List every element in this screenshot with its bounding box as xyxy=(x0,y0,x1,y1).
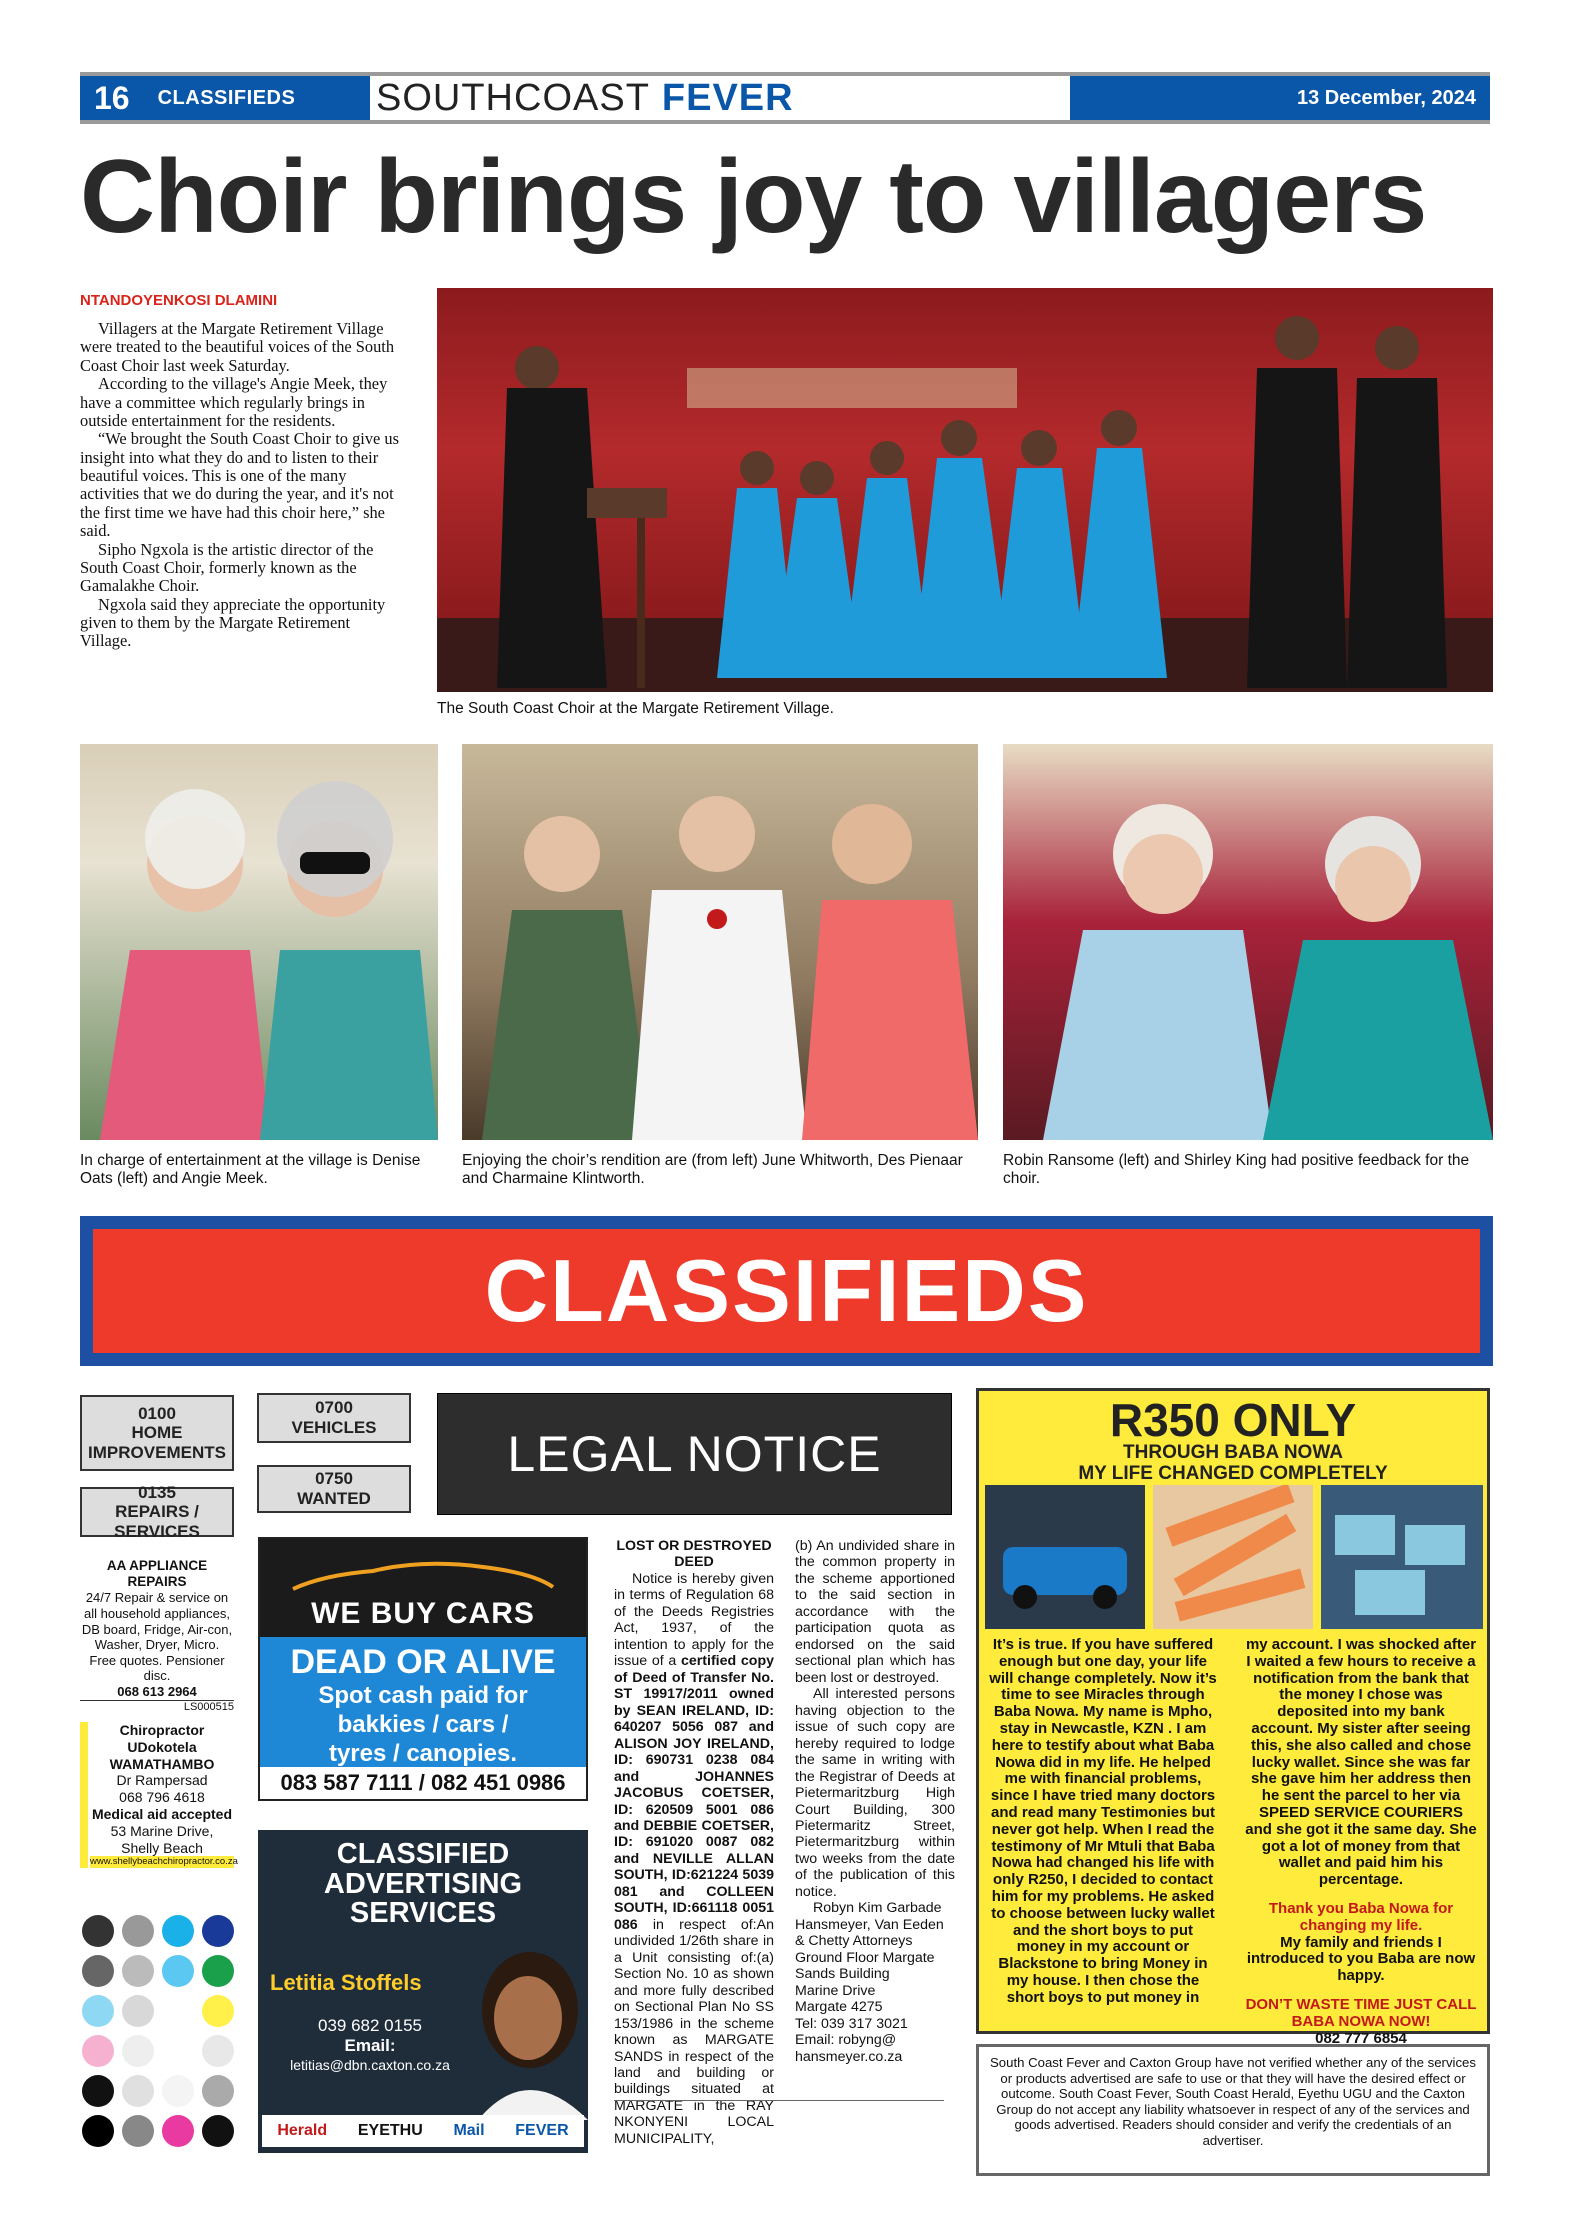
swatch xyxy=(82,1955,114,1987)
car-silhouette-icon xyxy=(283,1557,563,1597)
ad-r350-baba-nowa xyxy=(976,1388,1490,2047)
category-repairs-services xyxy=(80,1482,234,1541)
swatch xyxy=(202,2035,234,2067)
swatch xyxy=(122,1915,154,1947)
r350-right-column xyxy=(1245,1637,1477,2047)
ad-aa-title: AA APPLIANCE REPAIRS xyxy=(106,1558,208,1590)
article-paragraph: Ngxola said they appreciate the opportunity given to them by the Margate Retirement Village. xyxy=(80,594,386,651)
r350-left-text: It’s is true. If you have suffered enough but one day, your life will change completely. Now it’s time to see Miracles through Baba Nowa. My name is Mpho, stay in Newcastle, KZN . I am here to testify about what Baba Nowa did in my life. He helped me with financial problems, since I have tried many doctors and read many Testimonies but never got help. When I read the testimony of Mr Mtuli that Baba Nowa had changed his life with only R250, I decided to contact him for my problems. He asked to choose between lucky wallet and the short boys to put money in my account or Blackstone to bring Money in my house. I then chose the short boys to put money in xyxy=(989,1636,1217,2006)
brand-fever: FEVER xyxy=(515,2122,569,2139)
swatch xyxy=(162,1955,194,1987)
category-label: REPAIRS / SERVICES xyxy=(114,1502,200,1541)
choir-photo xyxy=(437,288,1493,692)
r350-title: R350 ONLY xyxy=(1109,1394,1357,1446)
caption-main: The South Coast Choir at the Margate Retirement Village. xyxy=(437,700,834,717)
ad-aa-phone: 068 613 2964 xyxy=(80,1684,234,1701)
legal-title: LOST OR DESTROYED DEED xyxy=(616,1538,772,1571)
r350-sub: THROUGH BABA NOWA xyxy=(1123,1442,1343,1463)
legal-sign: Ground Floor Margate Sands Building xyxy=(795,1949,935,1983)
legal-notice-col-2 xyxy=(795,1538,955,2065)
buycars-line: Spot cash paid for xyxy=(318,1682,528,1709)
legal-sign: Hansmeyer, Van Eeden & Chetty Attorneys xyxy=(795,1916,944,1950)
ad-classified-advertising-services xyxy=(258,1830,588,2153)
classifieds-banner xyxy=(80,1216,1493,1366)
chiro-phone: 068 796 4618 xyxy=(119,1789,205,1806)
brand-eyethu: EYETHU xyxy=(357,2122,423,2139)
swatch xyxy=(202,1955,234,1987)
advertiser-disclaimer: South Coast Fever and Caxton Group have not verified whether any of the services or products advertised are safe to use or that they will have the desired effect or outcome. South Coast Fever, South Coast Herald, Eyethu UGU and the Caxton Group do not accept any liability whatsoever in respect of any of the services and goods advertised. Readers should consider and verify the credentials of an advertiser. xyxy=(976,2044,1490,2176)
buycars-phone: 083 587 7111 / 082 451 0986 xyxy=(260,1767,586,1799)
swatch xyxy=(202,1995,234,2027)
issue-date: 13 December, 2024 xyxy=(1070,76,1490,120)
legal-sign: Marine Drive xyxy=(795,1982,876,1999)
ad-we-buy-cars xyxy=(258,1537,588,1801)
swatch xyxy=(82,2075,114,2107)
legal-divider xyxy=(614,2100,944,2101)
swatch xyxy=(202,2115,234,2147)
swatch xyxy=(122,1955,154,1987)
buycars-line: bakkies / cars / xyxy=(337,1710,509,1738)
r350-phone: 082 777 6854 xyxy=(1315,2029,1407,2047)
classifieds-title: CLASSIFIEDS xyxy=(93,1229,1480,1353)
legal-sign: hansmeyer.co.za xyxy=(795,2048,903,2065)
ad-aa-body: 24/7 Repair & service on all household appliances, DB board, Fridge, Air-con, Washer, Dryer, Micro. Free quotes. Pensioner disc. xyxy=(81,1590,233,1684)
brand-herald: Herald xyxy=(277,2122,328,2139)
chiro-line: WAMATHAMBO xyxy=(109,1755,215,1772)
category-label: VEHICLES xyxy=(291,1418,377,1437)
legal-p2: in respect of:An undivided 1/26th share in a Unit consisting of:(a) Section No. 10 as shown and more fully described on Sectional Plan No SS 153/1986 in the scheme known as MARGATE SANDS in respect of the land and building or buildings situated at MARGATE in the RAY NKONYENI LOCAL MUNICIPALITY, xyxy=(614,1916,774,2147)
article-paragraph: According to the village's Angie Meek, they have a committee which regularly brings in outside entertainment for the residents. xyxy=(80,374,388,430)
ad-aa-ref: LS000515 xyxy=(183,1700,234,1713)
cadv-brand-strip xyxy=(262,2115,584,2147)
legal-notice-col-1 xyxy=(614,1538,774,2147)
swatch xyxy=(82,2115,114,2147)
swatch xyxy=(162,1915,194,1947)
cadv-line: ADVERTISING xyxy=(323,1867,523,1900)
legal-p1: Notice is hereby given in terms of Regulation 68 of the Deeds Registries Act, 1937, of the intention to apply for the issue of a xyxy=(614,1570,774,1670)
category-code: 0135 xyxy=(138,1482,176,1502)
swatch xyxy=(122,2035,154,2067)
caption-middle: Enjoying the choir’s rendition are (from left) June Whitworth, Des Pienaar and Charmaine Klintworth. xyxy=(462,1152,963,1187)
swatch xyxy=(162,2115,194,2147)
buycars-dead-or-alive: DEAD OR ALIVE xyxy=(290,1643,556,1681)
cadv-line: SERVICES xyxy=(349,1897,497,1930)
category-label: WANTED xyxy=(297,1489,371,1508)
chiro-line: Dr Rampersad xyxy=(116,1772,208,1789)
chiro-line: Medical aid accepted xyxy=(91,1805,233,1822)
masthead-southcoast: SOUTHCOAST xyxy=(376,76,650,119)
r350-right-text: my account. I was shocked after I waited a few hours to receive a notification from the bank that the money I chose was deposited into my bank account. My sister after seeing this, she also called and chose lucky wallet. Since she was far she gave him her address then he sent the parcel to her via SPEED SERVICE COURIERS and she got it the same day. She got a lot of money from that wallet and paid him his percentage. xyxy=(1245,1636,1477,1889)
r350-left-column xyxy=(987,1637,1219,2007)
r350-photos xyxy=(985,1485,1483,1629)
chiro-line: 53 Marine Drive, xyxy=(110,1822,214,1839)
article-paragraph: “We brought the South Coast Choir to give us insight into what they do and to listen to their beautiful voices. This is one of the many activities that we do during the year, and it's not the first time we have had this choir here,” she said. xyxy=(80,429,399,541)
photo-denise-angie xyxy=(80,744,438,1140)
photo-three-women xyxy=(462,744,978,1140)
category-vehicles xyxy=(257,1393,411,1443)
section-label: CLASSIFIEDS xyxy=(157,86,296,109)
swatch xyxy=(122,2075,154,2107)
r350-thanks: Thank you Baba Nowa for changing my life. xyxy=(1268,1899,1454,1934)
chiro-line: UDokotela xyxy=(127,1738,197,1755)
chiro-line: Shelly Beach xyxy=(121,1839,203,1856)
ad-chiropractor xyxy=(80,1722,238,1868)
category-code: 0100 xyxy=(138,1403,176,1423)
masthead xyxy=(370,76,1070,120)
r350-cta: DON’T WASTE TIME JUST CALL BABA NOWA NOW! xyxy=(1245,1995,1477,2030)
swatch xyxy=(162,2075,194,2107)
avatar xyxy=(468,1940,588,2120)
chiro-line: Chiropractor xyxy=(119,1722,205,1738)
swatch xyxy=(202,2075,234,2107)
buycars-line: tyres / canopies. xyxy=(328,1739,518,1767)
brand-mail: Mail xyxy=(453,2122,485,2139)
r350-sub: MY LIFE CHANGED COMPLETELY xyxy=(1078,1462,1388,1484)
category-code: 0750 xyxy=(315,1469,353,1489)
legal-sign: Robyn Kim Garbade xyxy=(813,1900,942,1917)
page-number: 16 xyxy=(94,79,130,116)
swatch xyxy=(202,1915,234,1947)
article-paragraph: Villagers at the Margate Retirement Village were treated to the beautiful voices of the South Coast Choir last week Saturday. xyxy=(80,319,395,375)
ad-aa-appliance xyxy=(80,1558,234,1714)
buycars-title: WE BUY CARS xyxy=(311,1597,535,1630)
cadv-line: CLASSIFIED xyxy=(336,1838,510,1870)
category-home-improvements xyxy=(80,1395,234,1471)
headline: Choir brings joy to villagers xyxy=(80,139,1427,255)
swatch xyxy=(82,2035,114,2067)
swatch xyxy=(82,1915,114,1947)
category-label: HOME xyxy=(131,1423,183,1443)
page-number-block xyxy=(80,76,370,120)
legal-p4: All interested persons having objection to the issue of such copy are hereby required to lodge the same in writing with the Registrar of Deeds at Pietermaritzburg High Court Building, 300 Pietermaritz Street, Pietermaritzburg within two weeks from the date of the publication of this notice. xyxy=(795,1686,955,1900)
chiro-website: www.shellybeachchiropractor.co.za xyxy=(90,1856,238,1868)
cadv-email: letitias@dbn.caxton.co.za xyxy=(290,2056,450,2073)
category-label: IMPROVEMENTS xyxy=(88,1442,226,1462)
caption-left: In charge of entertainment at the village is Denise Oats (left) and Angie Meek. xyxy=(80,1152,421,1187)
cadv-email-label: Email: xyxy=(344,2036,396,2056)
category-wanted xyxy=(257,1465,411,1513)
buycars-header xyxy=(260,1539,586,1637)
masthead-fever: FEVER xyxy=(661,76,794,119)
byline: NTANDOYENKOSI DLAMINI xyxy=(80,292,278,309)
swatch xyxy=(82,1995,114,2027)
legal-p3: (b) An undivided share in the common property in the scheme apportioned to the said section in accordance with the participation quota as endorsed on the said sectional plan which has been lost or destroyed. xyxy=(795,1538,955,1686)
legal-sign: Tel: 039 317 3021 xyxy=(795,2015,908,2032)
legal-p1-bold: certified copy of Deed of Transfer No. ST 19917/2011 owned by SEAN IRELAND, ID: 640207 5056 087 and ALISON JOY IRELAND, ID: 690731 0238 084 and JOHANNES JACOBUS COETSER, ID: 620509 5001 086 and DEBBIE COETSER, ID: 691020 0087 082 and NEVILLE ALLAN SOUTH, ID:621224 5039 081 and COLLEEN SOUTH, ID:661118 0051 086 xyxy=(614,1653,774,1933)
caption-right: Robin Ransome (left) and Shirley King had positive feedback for the choir. xyxy=(1003,1152,1470,1187)
color-calibration-strip xyxy=(80,1915,240,2155)
swatch xyxy=(122,2115,154,2147)
category-code: 0700 xyxy=(315,1398,353,1418)
article-paragraph: Sipho Ngxola is the artistic director of the South Coast Choir, formerly known as the Gamalakhe Choir. xyxy=(80,539,374,596)
legal-sign: Margate 4275 xyxy=(795,1999,883,2016)
buycars-body xyxy=(260,1637,586,1767)
cadv-name: Letitia Stoffels xyxy=(270,1970,422,1995)
photo-robin-shirley xyxy=(1003,744,1493,1140)
legal-sign: Email: robyng@ xyxy=(795,2032,897,2049)
legal-notice-header: LEGAL NOTICE xyxy=(437,1393,952,1515)
r350-thanks: My family and friends I introduced to you Baba are now happy. xyxy=(1246,1933,1476,1985)
article-body xyxy=(80,320,400,651)
swatch xyxy=(122,1995,154,2027)
cadv-phone: 039 682 0155 xyxy=(318,2016,422,2035)
